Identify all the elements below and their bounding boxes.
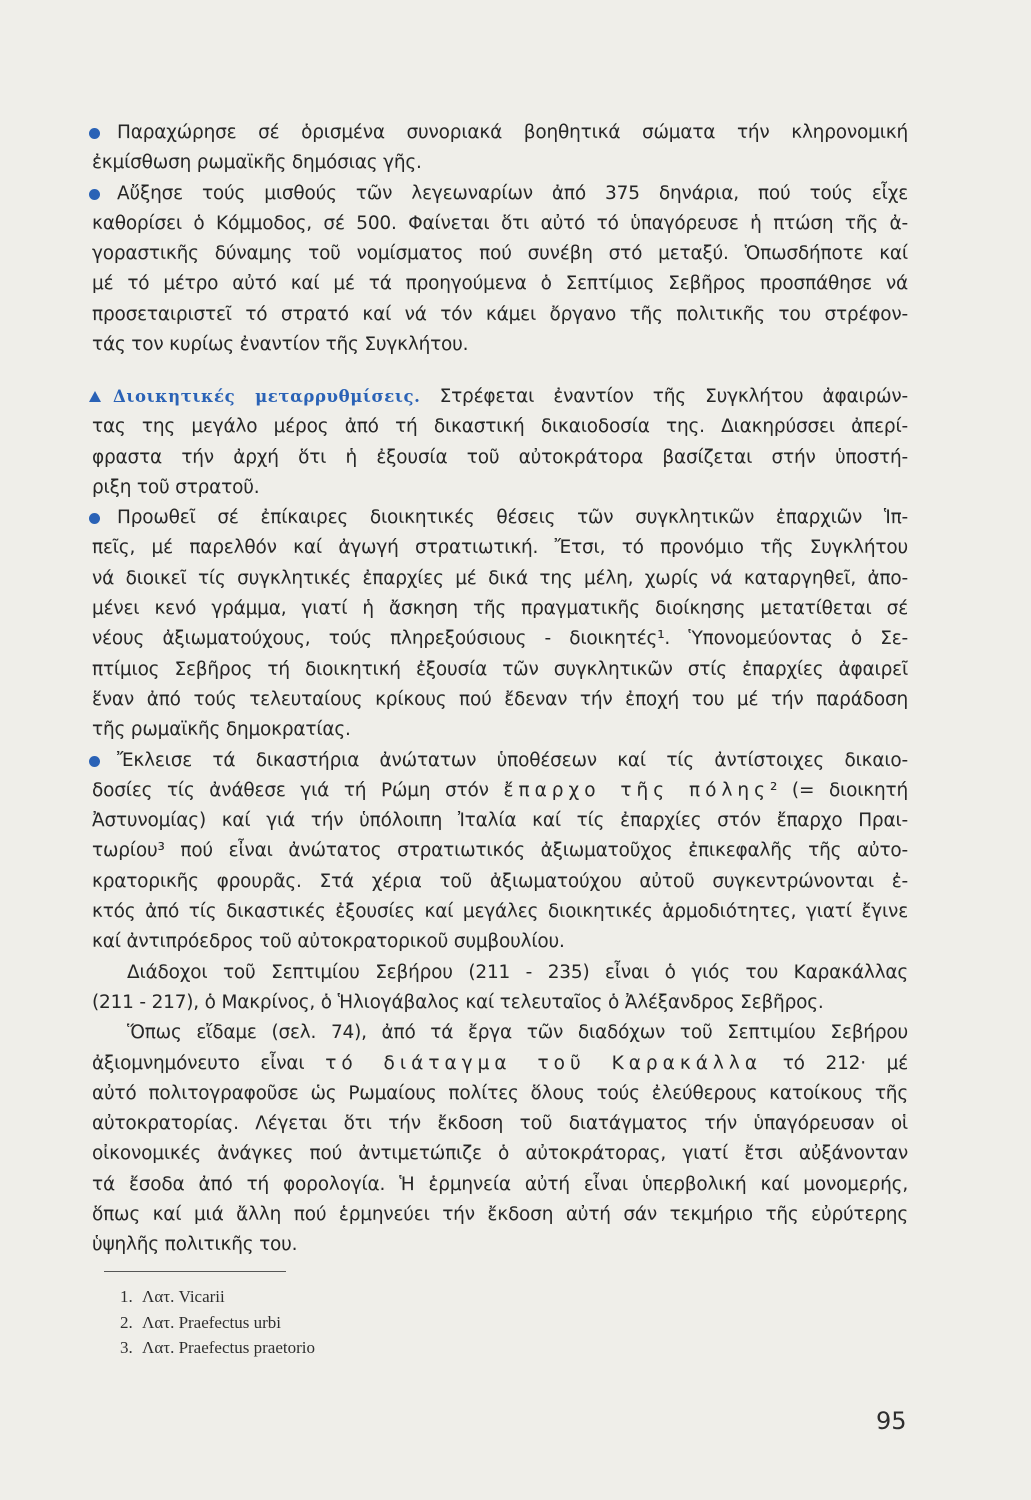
section-heading: Διοικητικές μεταρρυθμίσεις. [113,387,421,406]
blue-dot-bullet-icon [89,128,100,139]
paragraph-4-line [92,533,908,563]
text-segment: τό 212· μέ [762,1052,908,1074]
text-line: πτίμιος Σεβῆρος τή διοικητική ἐξουσία τῶν συγκλητικῶν στίς ἐπαρχίες ἀφαιρεῖ [92,658,908,680]
paragraph-2-line [92,239,908,269]
paragraph-7-line [92,1230,908,1260]
text-line: αὐτοκρατορίας. Λέγεται ὅτι τήν ἔκδοση τοῦ διατάγματος τήν ὑπαγόρευσαν οἱ [92,1113,908,1135]
paragraph-7-line [92,1139,908,1169]
text-line: Στρέφεται ἐναντίον τῆς Συγκλήτου ἀφαιρών- [439,386,909,407]
paragraph-7-line [92,1109,908,1139]
paragraph-2-line [92,269,908,299]
text-segment: ἀξιομνημόνευτο εἶναι [92,1052,326,1074]
paragraph-2-line [92,209,908,239]
footnote [120,1284,315,1310]
text-line: Αὔξησε τούς μισθούς τῶν λεγεωναρίων ἀπό 375 δηνάρια, πού τούς εἶχε [117,182,908,204]
paragraph-4-line [92,624,908,654]
paragraph-4-line [92,715,908,745]
text-line: καθορίσει ὁ Κόμμοδος, σέ 500. Φαίνεται ὅτι αὐτό τό ὑπαγόρευσε ἡ πτώση τῆς ἀ- [92,212,908,234]
text-line: Ἀστυνομίας) καί γιά τήν ὑπόλοιπη Ἰταλία καί τίς ἐπαρχίες στόν ἔπαρχο Πραι- [92,810,908,832]
text-segment: δοσίες τίς ἀνάθεσε γιά τή Ρώμη στόν [92,779,504,801]
text-line: Παραχώρησε σέ ὁρισμένα συνοριακά βοηθητικά σώματα τήν κληρονομική [117,122,908,143]
paragraph-4-line [92,655,908,685]
text-line: αὐτό πολιτογραφοῦσε ὡς Ρωμαίους πολίτες ὅλους τούς ἐλεύθερους κατοίκους τῆς [92,1082,908,1104]
paragraph-5-line [92,897,908,927]
text-line: Προωθεῖ σέ ἐπίκαιρες διοικητικές θέσεις τῶν συγκλητικῶν ἐπαρχιῶν Ἱπ- [117,507,908,529]
text-column-main [92,382,908,1261]
footnote-text: Λατ. Vicarii [142,1287,225,1306]
paragraph-5-line [92,806,908,836]
paragraph-3-line [92,412,908,442]
paragraph-1-line [92,118,908,148]
paragraph-7-line [92,1200,908,1230]
text-line: ἕναν ἀπό τούς τελευταίους κρίκους πού ἔδεναν τήν ἐποχή του μέ τήν παράδοση [92,688,908,710]
text-line: ριξη τοῦ στρατοῦ. [92,476,260,498]
paragraph-7-line [92,1079,908,1109]
paragraph-5-line [92,746,908,776]
footnote-number: 1. [120,1287,133,1306]
paragraph-5-line [92,836,908,866]
paragraph-7-line [92,1018,908,1048]
text-line: τωρίου³ πού εἶναι ἀνώτατος στρατιωτικός ἀξιωματοῦχος ἐπικεφαλῆς τῆς αὐτο- [92,840,908,862]
text-line: τῆς ρωμαϊκῆς δημοκρατίας. [92,719,351,741]
paragraph-5-line [92,867,908,897]
text-line: Ἔκλεισε τά δικαστήρια ἀνώτατων ὑποθέσεων καί τίς ἀντίστοιχες δικαιο- [117,749,908,771]
emphasized-spaced-text: ἔπαρχο τῆς πόλης [503,779,771,801]
text-line: προσεταιριστεῖ τό στρατό καί νά τόν κάμει ὄργανο τῆς πολιτικῆς του στρέφον- [92,303,908,325]
text-line: ὑψηλῆς πολιτικῆς του. [92,1234,298,1256]
text-line: τά ἔσοδα ἀπό τή φορολογία. Ἡ ἑρμηνεία αὐτή εἶναι ὑπερβολική καί μονομερής, [92,1173,908,1195]
paragraph-2-line [92,179,908,209]
text-segment: ² (= διοικητή [770,779,908,801]
text-line: νά διοικεῖ τίς συγκλητικές ἐπαρχίες μέ δικά της μέλη, χωρίς νά καταργηθεῖ, ἀπο- [92,567,908,589]
paragraph-4-line [92,564,908,594]
blue-triangle-icon [89,391,101,402]
text-line: πεῖς, μέ παρελθόν καί ἀγωγή στρατιωτική. Ἔτσι, τό προνόμιο τῆς Συγκλήτου [92,537,908,559]
text-line: κτός ἀπό τίς δικαστικές ἐξουσίες καί μεγάλες διοικητικές ἁρμοδιότητες, γιατί ἔγινε [92,901,908,923]
footnote-text: Λατ. Praefectus urbi [142,1312,281,1332]
text-line: νέους ἀξιωματούχους, τούς πληρεξούσιους - διοικητές¹. Ὑπονομεύοντας ὁ Σε- [92,628,908,650]
paragraph-7-line [92,1170,908,1200]
text-line: καί ἀντιπρόεδρος τοῦ αὐτοκρατορικοῦ συμβουλίου. [92,931,565,953]
page-number: 95 [876,1407,907,1435]
text-line: κρατορικῆς φρουρᾶς. Στά χέρια τοῦ ἀξιωματούχου αὐτοῦ συγκεντρώνονται ἐ- [92,870,908,892]
paragraph-6-line [92,958,908,988]
paragraph-3-line [92,473,908,503]
paragraph-2-line [92,300,908,330]
text-line: φραστα τήν ἀρχή ὅτι ἡ ἐξουσία τοῦ αὐτοκράτορα βασίζεται στήν ὑποστή- [92,446,908,468]
blue-dot-bullet-icon [89,189,100,200]
blue-dot-bullet-icon [89,756,100,767]
paragraph-4-line [92,685,908,715]
footnote [120,1310,315,1336]
paragraph-3-line [92,443,908,473]
paragraph-3-line [92,382,908,412]
text-line: τάς τον κυρίως ἐναντίον τῆς Συγκλήτου. [92,334,469,356]
footnote-divider [104,1271,286,1272]
footnote-text: Λατ. Praefectus praetorio [142,1338,315,1357]
text-line: μέ τό μέτρο αὐτό καί μέ τά προηγούμενα ὁ Σεπτίμιος Σεβῆρος προσπάθησε νά [92,273,908,295]
paragraph-1-line [92,148,908,178]
text-line: Ὅπως εἴδαμε (σελ. 74), ἀπό τά ἔργα τῶν διαδόχων τοῦ Σεπτιμίου Σεβήρου [127,1022,908,1044]
footnote-number: 3. [120,1338,133,1357]
text-column-upper [92,118,908,360]
paragraph-5-line [92,927,908,957]
blue-dot-bullet-icon [89,513,100,524]
text-line: τας της μεγάλο μέρος ἀπό τή δικαστική δικαιοδοσία της. Διακηρύσσει ἀπερί- [92,416,908,438]
paragraph-6-line [92,988,908,1018]
text-line: οἰκονομικές ἀνάγκες πού ἀντιμετώπιζε ὁ αὐτοκράτορας, γιατί ἔτσι αὐξάνονταν [92,1143,908,1165]
text-line: (211 - 217), ὁ Μακρίνος, ὁ Ἡλιογάβαλος καί τελευταῖος ὁ Ἀλέξανδρος Σεβῆρος. [92,991,824,1013]
footnote [120,1335,315,1361]
text-line: ὅπως καί μιά ἄλλη πού ἑρμηνεύει τήν ἔκδοση αὐτή σάν τεκμήριο τῆς εὐρύτερης [92,1204,908,1226]
text-line: ἐκμίσθωση ρωμαϊκῆς δημόσιας γῆς. [92,152,422,174]
paragraph-5-line [92,776,908,806]
text-line: μένει κενό γράμμα, γιατί ἡ ἄσκηση τῆς πραγματικῆς διοίκησης μετατίθεται σέ [92,598,908,620]
footnote-number: 2. [120,1312,133,1332]
paragraph-7-line [92,1049,908,1079]
text-line: γοραστικῆς δύναμης τοῦ νομίσματος πού συνέβη στό μεταξύ. Ὁπωσδήποτε καί [92,243,908,265]
footnotes [120,1284,315,1361]
paragraph-4-line [92,594,908,624]
text-line: Διάδοχοι τοῦ Σεπτιμίου Σεβήρου (211 - 235) εἶναι ὁ γιός του Καρακάλλας [127,961,908,983]
paragraph-2-line [92,330,908,360]
paragraph-4-line [92,503,908,533]
emphasized-spaced-text: τό διάταγμα τοῦ Καρακάλλα [325,1052,763,1074]
